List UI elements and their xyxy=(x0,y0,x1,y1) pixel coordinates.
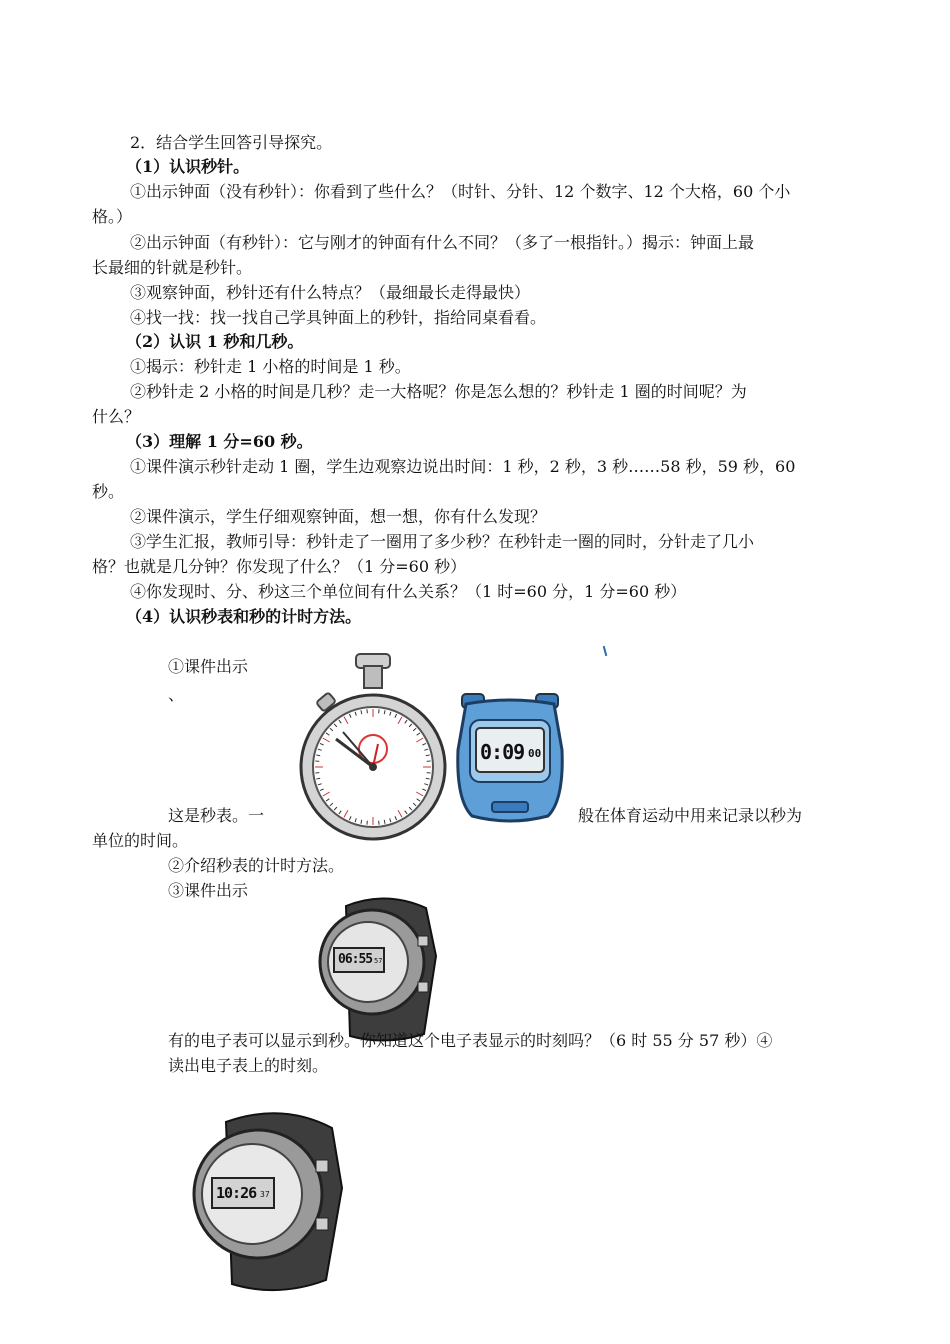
analog-stopwatch-image xyxy=(298,652,448,847)
electronic-watch-image-1 xyxy=(316,896,440,1046)
stray-mark xyxy=(603,646,608,656)
s4-para-2c: 单位的时间。 xyxy=(92,831,189,850)
stopwatch-display-small: 00 xyxy=(528,747,542,760)
watch1-display: 06:55 xyxy=(338,952,373,967)
s3-item-3b: 格？也就是几分钟？你发现了什么？（1 分=60 秒） xyxy=(92,557,467,576)
s1-item-4: ④找一找：找一找自己学具钟面上的秒针，指给同桌看看。 xyxy=(130,308,547,327)
s3-item-2: ②课件演示，学生仔细观察钟面，想一想，你有什么发现？ xyxy=(130,507,547,526)
s4-para-2a: 这是秒表。一 xyxy=(168,806,265,825)
s4-para-1: ①课件出示 xyxy=(168,657,249,676)
s4-para-5b: 读出电子表上的时刻。 xyxy=(168,1056,329,1075)
digital-stopwatch-image xyxy=(452,690,568,830)
s4-para-5a: 有的电子表可以显示到秒。你知道这个电子表显示的时刻吗？（6 时 55 分 57 秒）④ xyxy=(168,1031,773,1050)
heading: 2．结合学生回答引导探究。 xyxy=(130,133,333,152)
section-2-title: （2）认识 1 秒和几秒。 xyxy=(126,332,304,351)
section-3-title: （3）理解 1 分=60 秒。 xyxy=(126,432,313,451)
s4-para-4: ③课件出示 xyxy=(168,881,249,900)
s3-item-4: ④你发现时、分、秒这三个单位间有什么关系？（1 时=60 分，1 分=60 秒） xyxy=(130,582,687,601)
electronic-watch-image-2 xyxy=(192,1108,344,1294)
s4-para-2b: 般在体育运动中用来记录以秒为 xyxy=(578,806,803,825)
s1-item-3: ③观察钟面，秒针还有什么特点？（最细最长走得最快） xyxy=(130,283,531,302)
s4-para-3: ②介绍秒表的计时方法。 xyxy=(168,856,345,875)
s2-item-2b: 什么？ xyxy=(92,407,141,426)
s1-item-2a: ②出示钟面（有秒针）：它与刚才的钟面有什么不同？（多了一根指针。）揭示：钟面上最 xyxy=(130,233,755,252)
s1-item-2b: 长最细的针就是秒针。 xyxy=(92,258,253,277)
s2-item-2a: ②秒针走 2 小格的时间是几秒？走一大格呢？你是怎么想的？秒针走 1 圈的时间呢？为 xyxy=(130,382,747,401)
s1-item-1a: ①出示钟面（没有秒针）：你看到了些什么？（时针、分针、12 个数字、12 个大格，60 个小 xyxy=(130,182,791,201)
watch2-display: 10:26 xyxy=(216,1184,257,1202)
s4-para-1-mark: 、 xyxy=(168,685,185,704)
watch1-display-small: 57 xyxy=(374,957,383,965)
s3-item-1b: 秒。 xyxy=(92,482,125,501)
watch2-display-small: 37 xyxy=(260,1190,270,1199)
section-4-title: （4）认识秒表和秒的计时方法。 xyxy=(126,607,362,626)
s3-item-1a: ①课件演示秒针走动 1 圈，学生边观察边说出时间：1 秒，2 秒，3 秒……58 秒，59 秒，60 xyxy=(130,457,796,476)
stopwatch-display: 0:09 xyxy=(480,740,525,764)
s2-item-1: ①揭示：秒针走 1 小格的时间是 1 秒。 xyxy=(130,357,411,376)
section-1-title: （1）认识秒针。 xyxy=(126,157,250,176)
s1-item-1b: 格。） xyxy=(92,207,133,226)
s3-item-3a: ③学生汇报，教师引导：秒针走了一圈用了多少秒？在秒针走一圈的同时，分针走了几小 xyxy=(130,532,755,551)
